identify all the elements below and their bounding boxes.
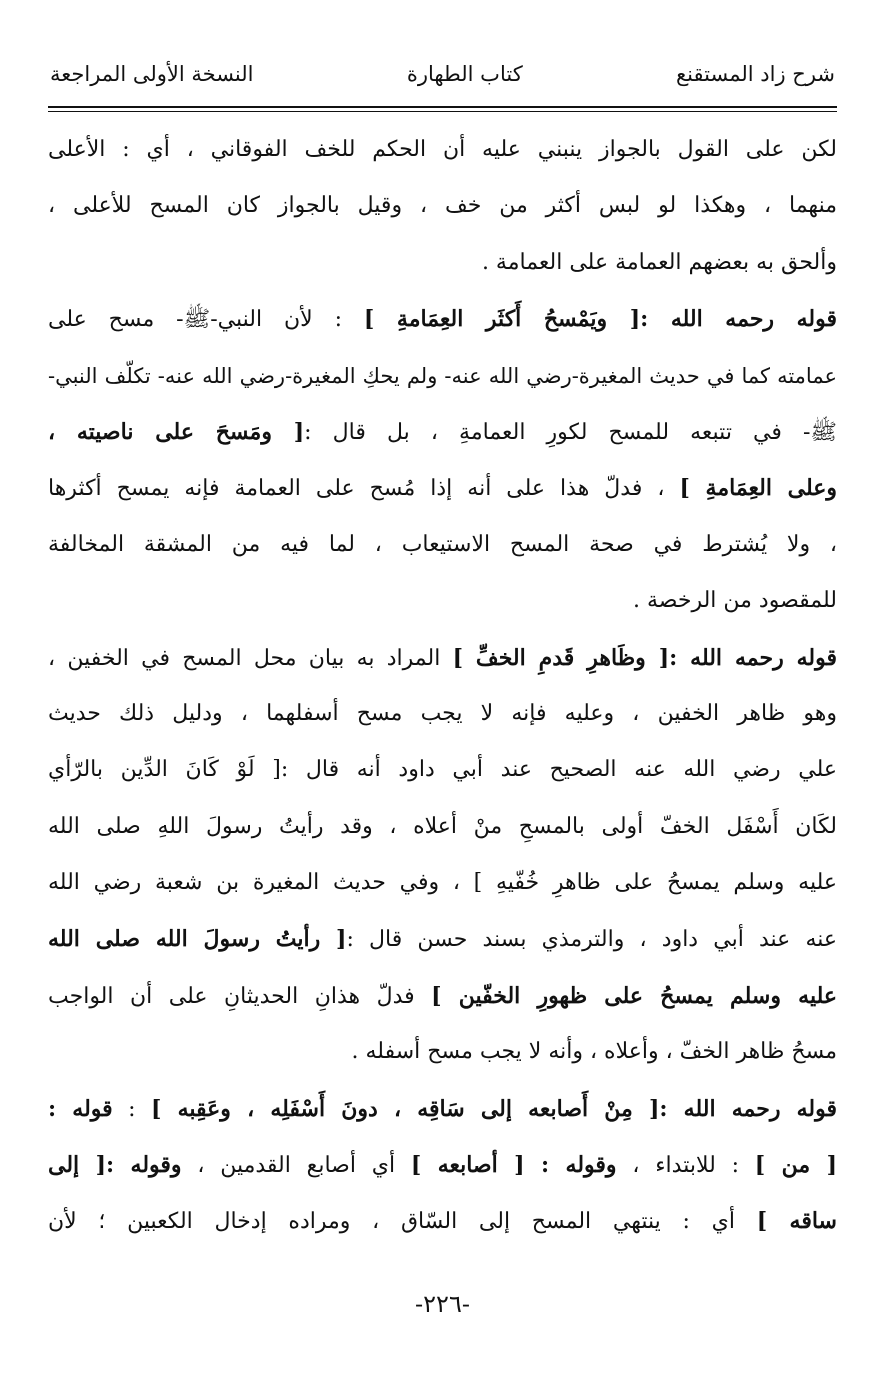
quoted-matn-text: [ رأيتُ رسولَ الله صلى الله [48,926,347,953]
text-line [48,968,837,1024]
text-line [48,1193,837,1249]
text-line [48,742,837,798]
text-line [48,855,837,911]
header-edition-note: النسخة الأولى المراجعة [50,62,254,86]
text-line [48,573,837,629]
commentary-text: المراد به بيان محل المسح في الخفين ، [48,645,453,671]
text-line [48,404,837,460]
quoted-matn-text: قوله رحمه الله :[ مِنْ أَصابعه إلى سَاقِه ، دونَ أَسْفَلِه ، وعَقِبه ] [151,1095,837,1122]
commentary-text: علي رضي الله عنه الصحيح عند أبي داود أنه قال :[ لَوْ كَانَ الدِّين بالرّأي [48,757,837,783]
commentary-text: : [112,1096,152,1122]
commentary-text: لكن على القول بالجواز ينبني عليه أن الحكم للخف الفوقاني ، أي : الأعلى [48,137,837,162]
header-chapter-title: كتاب الطهارة [406,62,523,86]
quoted-matn-text: وقوله :[ إلى [48,1152,182,1179]
text-line [48,348,837,404]
text-line [48,122,837,178]
commentary-text: مسحُ ظاهر الخفّ ، وأعلاه ، وأنه لا يجب مسح أسفله . [351,1039,837,1065]
commentary-text: ، فدلّ هذا على أنه إذا مُسح على العمامة فإنه يمسح أكثرها [48,476,680,502]
commentary-text: : للابتداء ، [616,1153,755,1179]
commentary-text: أي أصابع القدمين ، [181,1153,411,1179]
commentary-text: وهو ظاهر الخفين ، وعليه فإنه لا يجب مسح أسفلهما ، ودليل ذلك حديث [48,700,837,726]
running-header [50,56,835,92]
text-line [48,630,837,686]
text-line [48,1081,837,1137]
commentary-text: منهما ، وهكذا لو لبس أكثر من خف ، وقيل بالجواز كان المسح للأعلى ، [48,193,837,219]
text-line [48,460,837,516]
quoted-matn-text: عليه وسلم يمسحُ على ظهورِ الخفّين ] [431,982,837,1009]
commentary-text: ﷺ- في تتبعه للمسح لكورِ العمامةِ ، بل قال : [304,419,837,445]
quoted-matn-text: وقوله : [ أصابعه ] [410,1152,617,1179]
commentary-text: : لأن النبي-ﷺ- مسح على [48,307,364,333]
commentary-text: لكَان أَسْفَل الخفّ أولى بالمسحِ منْ أعلاه ، وقد رأيتُ رسولَ اللهِ صلى الله [48,813,837,839]
body-text [48,122,837,1250]
text-line [48,235,837,291]
commentary-text: عليه وسلم يمسحُ على ظاهرِ خُفّيهِ ] ، وفي حديث المغيرة بن شعبة رضي الله [48,870,837,896]
text-line [48,291,837,347]
commentary-text: عمامته كما في حديث المغيرة-رضي الله عنه- ولم يحكِ المغيرة-رضي الله عنه- تكلّف النبي- [48,363,837,388]
page-number: -٢٢٦- [415,1290,470,1318]
text-line [48,517,837,573]
quoted-matn-text: وعلى العِمَامةِ ] [679,475,837,502]
text-line [48,1137,837,1193]
commentary-text: ، ولا يُشترط في صحة المسح الاستيعاب ، لما فيه من المشقة المخالفة [48,531,837,557]
commentary-text: وألحق به بعضهم العمامة على العمامة . [481,249,837,275]
quoted-matn-text: [ من ] [754,1152,837,1179]
commentary-text: فدلّ هذانِ الحديثانِ على أن الواجب [48,983,432,1009]
commentary-text: أي : ينتهي المسح إلى السّاق ، ومراده إدخال الكعبين ؛ لأن [48,1209,757,1235]
quoted-matn-text: قوله : [48,1095,113,1122]
text-line [48,178,837,234]
header-divider [48,106,837,112]
text-line [48,911,837,967]
commentary-text: للمقصود من الرخصة . [632,588,837,614]
quoted-matn-text: قوله رحمه الله :[ ويَمْسحُ أَكثَر العِمَامةِ ] [363,306,837,333]
text-line [48,1024,837,1080]
quoted-matn-text: قوله رحمه الله :[ وظَاهرِ قَدمِ الخفِّ ] [452,644,837,671]
text-line [48,686,837,742]
header-book-title: شرح زاد المستقنع [676,62,835,86]
quoted-matn-text: ساقه ] [756,1208,837,1235]
quoted-matn-text: [ ومَسحَ على ناصيته ، [48,418,305,445]
commentary-text: عنه عند أبي داود ، والترمذي بسند حسن قال : [346,927,837,953]
text-line [48,799,837,855]
